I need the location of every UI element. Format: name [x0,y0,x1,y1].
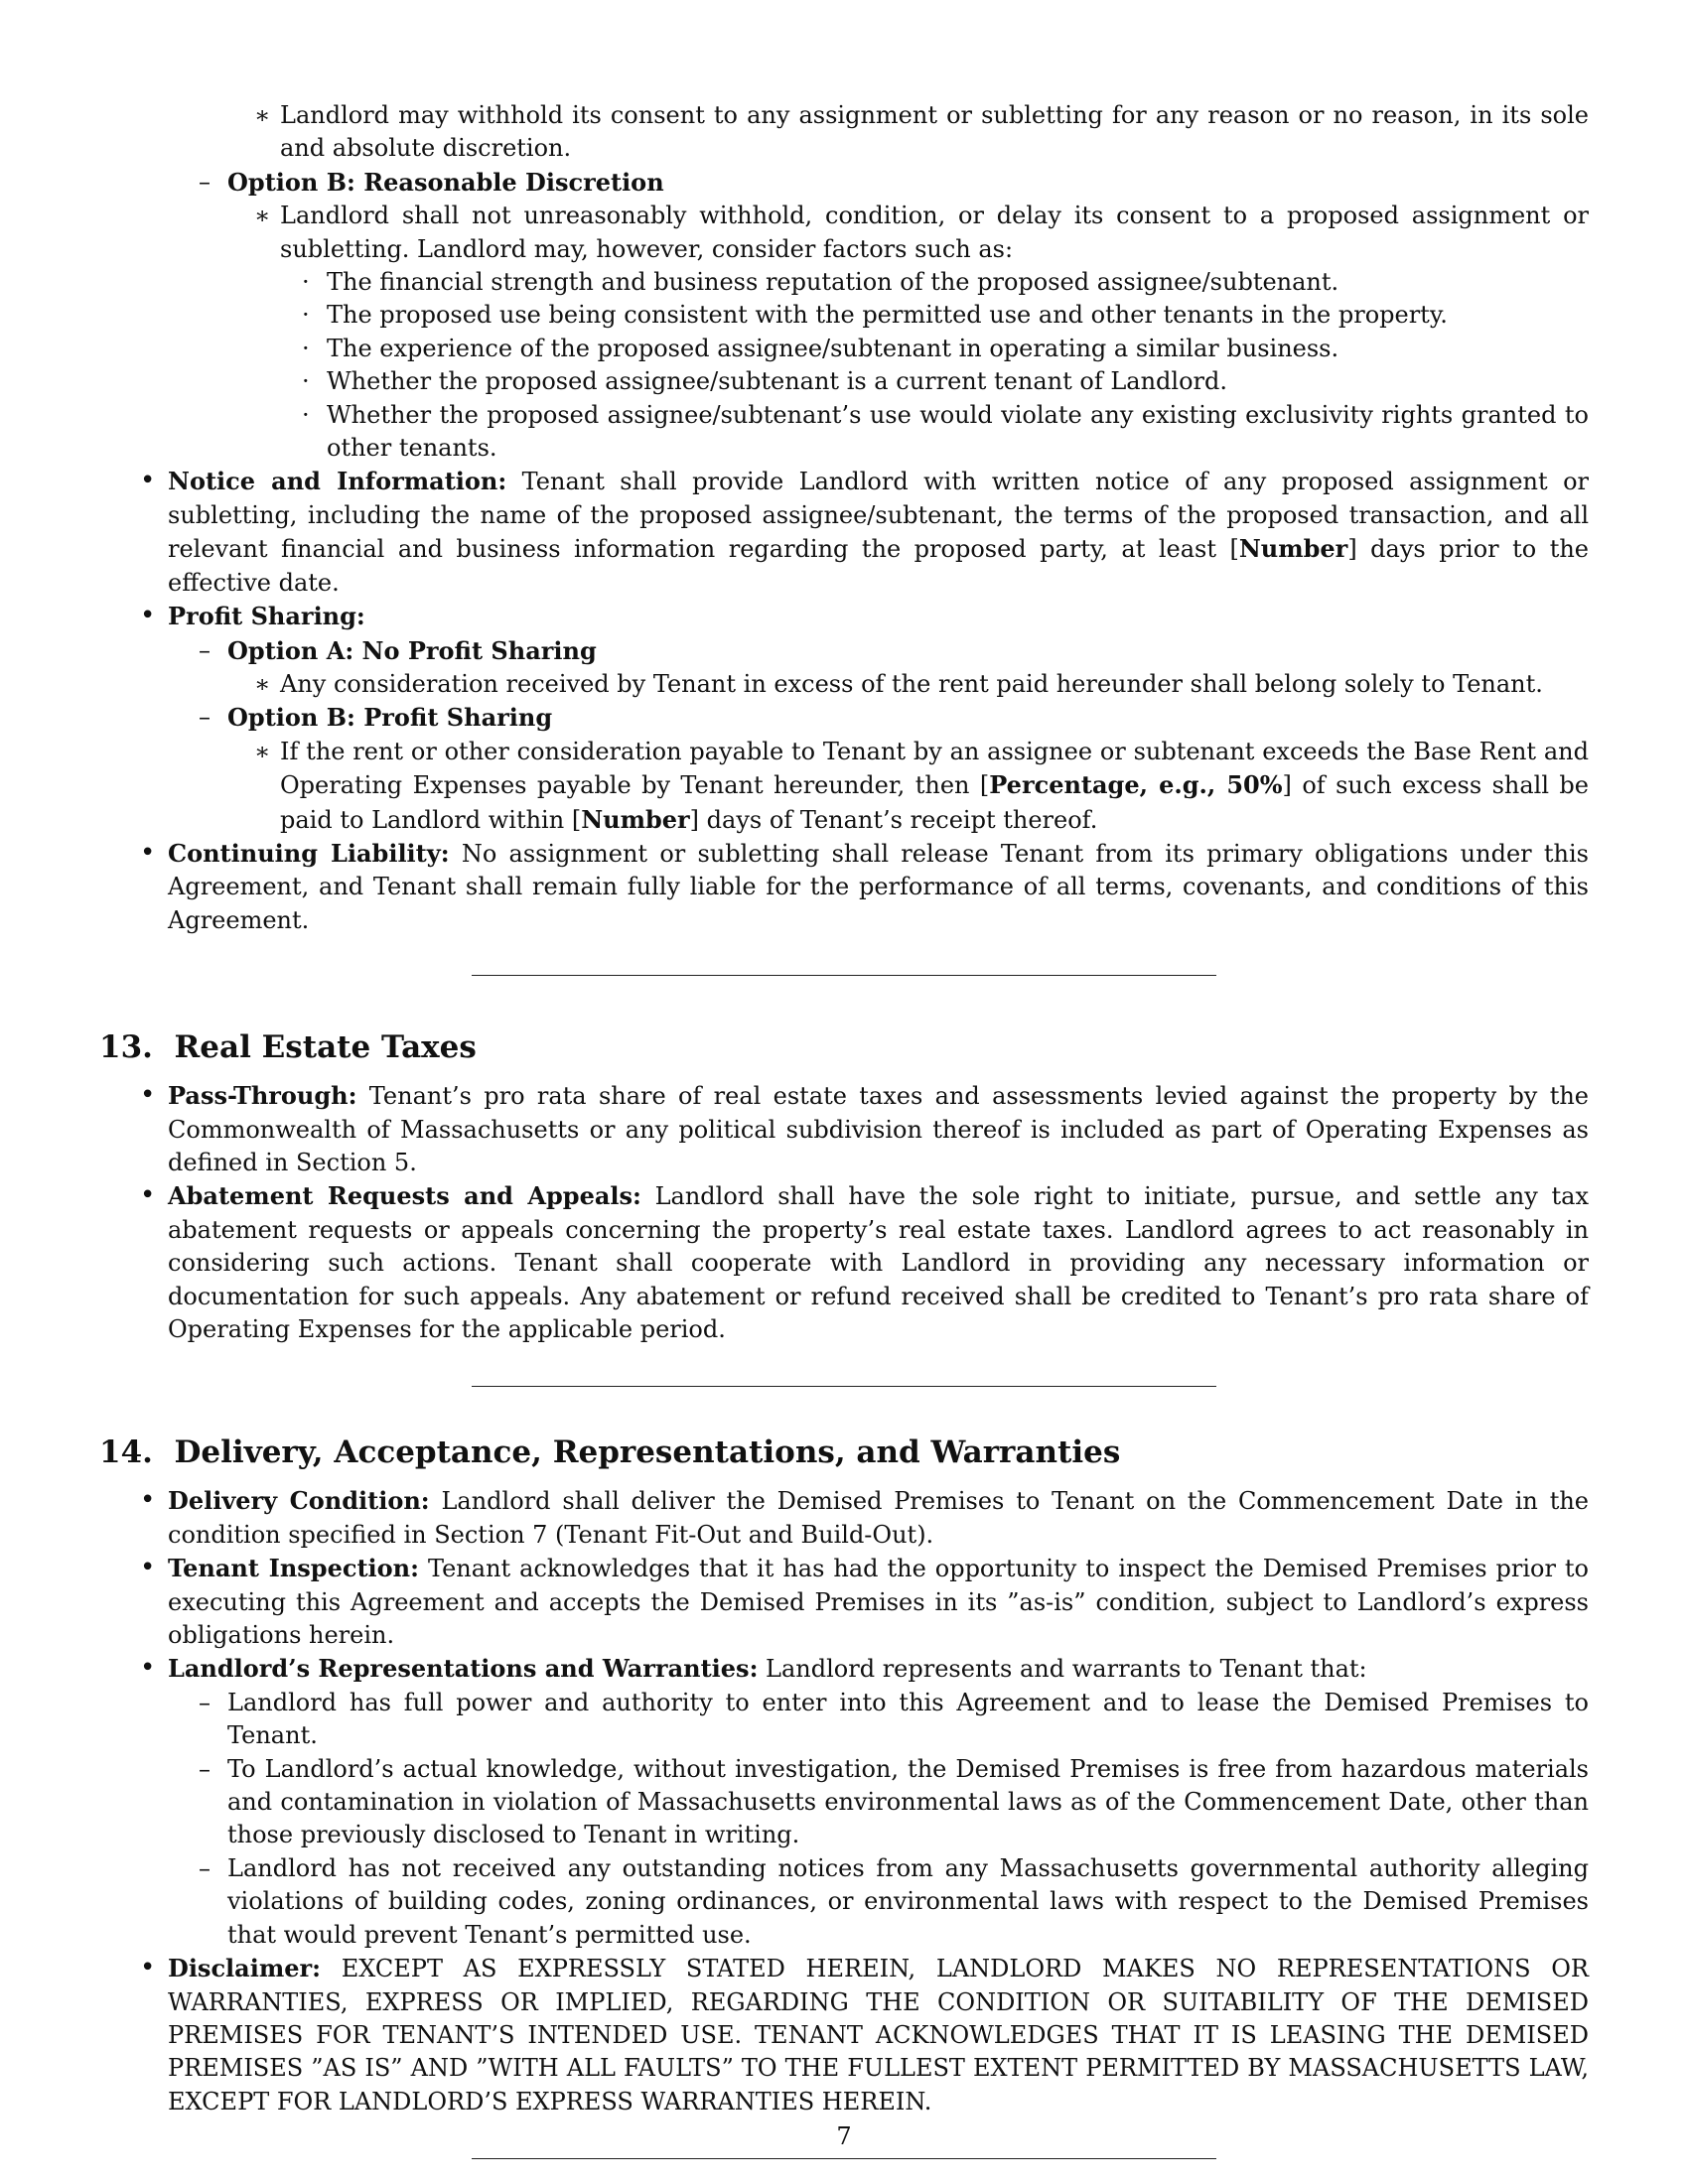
section-divider [472,2158,1216,2159]
item-text: EXCEPT AS EXPRESSLY STATED HEREIN, LANDLORD MAKES NO REPRESENTATIONS OR WARRANTIES, EXPRESS OR IMPLIED, REGARDING THE CONDITION OR SUITABILITY OF THE DEMISED PREMISES FOR TENANT’S INTENDED USE. TENANT ACKNOWLEDGES THAT IT IS LEASING THE DEMISED PREMISES ”AS IS” AND ”WITH ALL FAULTS” TO THE FULLEST EXTENT PERMITTED BY MASSACHUSETTS LAW, EXCEPT FOR LANDLORD’S EXPRESS WARRANTIES HEREIN. [168,1955,1589,2116]
item-text: Landlord has full power and authority to enter into this Agreement and to lease the Demised Premises to Tenant. [227,1688,1589,1750]
section-heading [99,1029,1589,1065]
dot-marker: · [302,400,310,429]
list-item [199,1852,1589,1952]
dot-marker: · [302,367,310,396]
list-item [140,1079,1589,1179]
option-a-consent-text: Landlord may withhold its consent to any assignment or subletting for any reason or no reason, in its sole and absolute discretion. [280,101,1589,163]
factor-text: The experience of the proposed assignee/subtenant in operating a similar business. [327,334,1339,362]
item-label: Landlord’s Representations and Warranties: [168,1654,759,1684]
dash-marker: – [199,1754,211,1783]
factor-text: Whether the proposed assignee/subtenant is a current tenant of Landlord. [327,367,1227,396]
list-item [140,1484,1589,1552]
item-label: Disclaimer: [168,1954,322,1983]
dot-marker: · [302,301,310,330]
bullet-marker: • [140,601,156,631]
list-item [302,365,1589,398]
list-item: • Notice and Information: Tenant shall provide Landlord with written notice of any proposed assignment or subletting, including the name of the proposed assignee/subtenant, the terms of the proposed transaction, and all relevant financial and business information regarding the proposed party, at least [Number] days prior to the effective date. [140,466,1590,597]
factor-text: The financial strength and business reputation of the proposed assignee/subtenant. [327,268,1339,297]
bullet-marker: • [140,1553,156,1583]
item-text: No assignment or subletting shall release Tenant from its primary obligations under this Agreement, and Tenant shall remain fully liable for the performance of all terms, covenants, and conditions of this Agreement. [168,839,1589,934]
section-title: Real Estate Taxes [174,1029,477,1066]
item-text: If the rent or other consideration payable to Tenant by an assignee or subtenant exceeds the Base Rent and Operating Expenses payable by Tenant hereunder, then [280,737,1589,800]
item-text: of such excess shall be paid to Landlord within [280,771,1589,834]
asterisk-marker: ∗ [254,737,271,765]
item-text: Tenant’s pro rata share of real estate taxes and assessments levied against the property by the Commonwealth of Massachusetts or any political subdivision thereof is included as part of Operating Expenses as defined in Section 5. [168,1082,1589,1176]
dot-marker: · [302,334,310,362]
dash-marker: – [199,1853,211,1882]
list-item [199,1753,1589,1852]
option-b-consent-text: Landlord shall not unreasonably withhold, condition, or delay its consent to a proposed assignment or subletting. Landlord may, however, consider factors such as: [280,202,1589,263]
factor-text: Whether the proposed assignee/subtenant’s use would violate any existing exclusivity rights granted to other tenants. [327,400,1589,463]
list-item [140,1552,1589,1652]
bullet-marker: • [140,466,156,496]
bullet-marker: • [140,1653,156,1684]
item-text: days prior to the effective date. [168,535,1590,597]
dash-marker: – [199,1688,211,1716]
page-number: 7 [836,2122,852,2150]
item-label: Pass-Through: [168,1081,357,1111]
bullet-marker: • [140,1080,156,1111]
bullet-marker: • [140,1485,156,1516]
list-item [140,1652,1589,1686]
placeholder-number: Number [581,804,690,834]
list-item [140,600,1589,633]
dash-marker: – [199,703,211,732]
section-title: Delivery, Acceptance, Representations, and Warranties [174,1434,1121,1471]
item-label: Abatement Requests and Appeals: [168,1181,641,1211]
item-label: Notice and Information: [168,467,507,496]
dash-marker: – [199,167,211,196]
item-text: Any consideration received by Tenant in excess of the rent paid hereunder shall belong solely to Tenant. [280,669,1543,698]
dash-marker: – [199,635,211,664]
dot-marker: · [302,268,310,297]
asterisk-marker: ∗ [254,101,271,129]
document-page [99,99,1589,2171]
asterisk-marker: ∗ [254,669,271,698]
item-label: Continuing Liability: [168,838,450,868]
list-item [302,333,1589,365]
factor-text: The proposed use being consistent with the permitted use and other tenants in the property. [327,301,1448,330]
list-item [140,837,1589,937]
list-item [254,99,1589,166]
item-text: Landlord shall have the sole right to initiate, pursue, and settle any tax abatement requests or appeals concerning the property’s real estate taxes. Landlord agrees to act reasonably in considering such actions. Tenant shall cooperate with Landlord in providing any necessary information or documentation for such appeals. Any abatement or refund received shall be credited to Tenant’s pro rata share of Operating Expenses for the applicable period. [168,1182,1589,1343]
option-label: Option A: No Profit Sharing [227,635,597,665]
bullet-marker: • [140,1953,156,1983]
list-item [199,701,1589,735]
list-item [302,299,1589,332]
bullet-marker: • [140,1180,156,1211]
placeholder-percentage: Percentage, e.g., 50% [989,770,1283,800]
list-item [140,1179,1589,1346]
list-item [140,1952,1589,2118]
item-label: Delivery Condition: [168,1486,430,1516]
item-text: To Landlord’s actual knowledge, without investigation, the Demised Premises is free from hazardous materials and contamination in violation of Massachusetts environmental laws as of the Commencement Date, other than those previously disclosed to Tenant in writing. [227,1754,1589,1849]
placeholder-number: Number [1238,534,1348,564]
list-item [302,399,1589,466]
item-text: Tenant acknowledges that it has had the opportunity to inspect the Demised Premises prior to executing this Agreement and accepts the Demised Premises in its ”as-is” condition, subject to Landlord’s express obligations herein. [168,1555,1589,1650]
list-item [254,200,1589,266]
bullet-marker: • [140,837,156,868]
option-label: Option B: Profit Sharing [227,703,553,733]
item-text: Landlord represents and warrants to Tenant that: [758,1655,1367,1684]
section-number: 14. [99,1434,153,1471]
list-item [254,668,1589,701]
list-item [199,634,1589,668]
section-heading [99,1434,1589,1470]
section-divider [472,975,1216,976]
list-item [199,166,1589,200]
asterisk-marker: ∗ [254,202,271,230]
item-label: Tenant Inspection: [168,1554,419,1583]
item-text: days of Tenant’s receipt thereof. [699,805,1098,834]
section-divider [472,1386,1216,1387]
list-item [199,1687,1589,1753]
list-item: ∗ If the rent or other consideration payable to Tenant by an assignee or subtenant exceeds the Base Rent and Operating Expenses payable by Tenant hereunder, then [Percentage, e.g., 50%] of such excess shall be paid to Landlord within [Number] days of Tenant’s receipt thereof. [254,737,1589,834]
item-text: Landlord shall deliver the Demised Premises to Tenant on the Commencement Date in the condition specified in Section 7 (Tenant Fit-Out and Build-Out). [168,1487,1589,1549]
item-text: Landlord has not received any outstanding notices from any Massachusetts governmental authority alleging violations of building codes, zoning ordinances, or environmental laws with respect to the Demised Premises that would prevent Tenant’s permitted use. [227,1853,1589,1949]
item-text: Tenant shall provide Landlord with written notice of any proposed assignment or subletting, including the name of the proposed assignee/subtenant, the terms of the proposed transaction, and all relevant financial and business information regarding the proposed party, at least [168,468,1589,564]
item-label: Profit Sharing: [168,602,365,631]
option-b-label: Option B: Reasonable Discretion [227,167,664,197]
list-item [302,266,1589,299]
section-number: 13. [99,1029,153,1066]
